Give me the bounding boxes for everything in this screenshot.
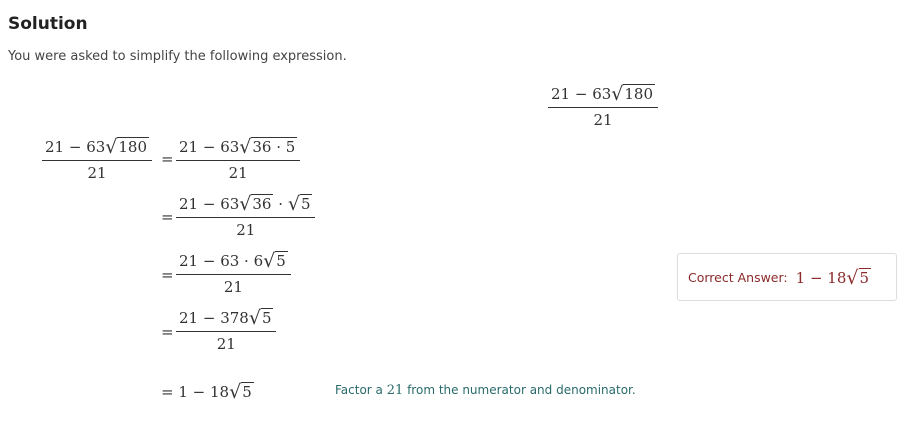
step4-fraction xyxy=(176,306,276,353)
original-expression xyxy=(548,82,658,129)
correct-answer-box xyxy=(677,253,897,301)
num-left: 21 − 63 xyxy=(179,195,240,213)
intro-text: You were asked to simplify the following expression. xyxy=(8,49,347,64)
sqrt xyxy=(263,249,288,271)
radicand: 36 · 5 xyxy=(252,138,296,156)
den: 21 xyxy=(228,164,248,182)
radical-sign: √ xyxy=(611,83,624,105)
note-after: from the numerator and denominator. xyxy=(403,383,636,397)
den: 21 xyxy=(223,278,243,296)
fraction-bar xyxy=(176,217,315,218)
equals-sign: = xyxy=(161,208,174,226)
sqrt xyxy=(239,192,273,214)
radical-sign: √ xyxy=(846,267,859,289)
sqrt xyxy=(229,380,254,402)
den: 21 xyxy=(216,335,236,353)
radical-sign: √ xyxy=(105,136,118,158)
num-left: 21 − 378 xyxy=(179,309,249,327)
answer-prefix: 1 − 18 xyxy=(795,269,847,287)
fraction-bar xyxy=(176,274,291,275)
radicand: 5 xyxy=(276,252,286,270)
den: 21 xyxy=(87,164,107,182)
sqrt xyxy=(846,266,871,288)
equals-sign: = xyxy=(161,383,174,401)
radicand: 180 xyxy=(118,138,148,156)
fraction-bar xyxy=(42,160,152,161)
answer-label: Correct Answer: xyxy=(688,269,788,285)
expr-num-left: 21 − 63 xyxy=(551,85,612,103)
fraction-bar xyxy=(176,331,276,332)
radical-sign: √ xyxy=(239,136,252,158)
radicand: 5 xyxy=(261,309,272,327)
den: 21 xyxy=(236,221,256,239)
step2-fraction xyxy=(176,192,315,239)
note-before: Factor a xyxy=(335,383,387,397)
radical-sign: √ xyxy=(287,193,300,215)
radical-sign: √ xyxy=(263,250,276,272)
equals-sign: = xyxy=(161,323,174,341)
sqrt xyxy=(239,135,297,157)
step1-rhs-fraction xyxy=(176,135,300,182)
sqrt xyxy=(288,192,313,214)
dot: · xyxy=(278,195,284,213)
step1-lhs-fraction xyxy=(42,135,152,182)
radicand: 5 xyxy=(242,383,252,401)
radical-sign: √ xyxy=(239,193,252,215)
num-left: 21 − 63 xyxy=(179,138,240,156)
num-left: 21 − 63 xyxy=(45,138,106,156)
fraction-bar xyxy=(176,160,300,161)
step3-fraction xyxy=(176,249,291,296)
answer-value xyxy=(796,266,871,288)
radicand-a: 36 xyxy=(252,195,272,213)
solution-title: Solution xyxy=(8,14,88,34)
radical-sign: √ xyxy=(229,381,242,403)
answer-radicand: 5 xyxy=(859,269,870,287)
final-prefix: 1 − 18 xyxy=(178,383,230,401)
step-note xyxy=(335,383,636,398)
expr-radicand: 180 xyxy=(624,85,654,103)
radical-sign: √ xyxy=(248,307,261,329)
note-number: 21 xyxy=(386,383,404,398)
radicand-b: 5 xyxy=(300,195,311,213)
final-result xyxy=(161,380,254,402)
num-left: 21 − 63 · 6 xyxy=(179,252,264,270)
equals-sign: = xyxy=(161,150,174,168)
fraction-bar xyxy=(548,107,658,108)
expr-den: 21 xyxy=(593,111,613,129)
sqrt xyxy=(105,135,149,157)
equals-sign: = xyxy=(161,266,174,284)
sqrt-symbol xyxy=(611,82,655,104)
sqrt xyxy=(249,306,274,328)
